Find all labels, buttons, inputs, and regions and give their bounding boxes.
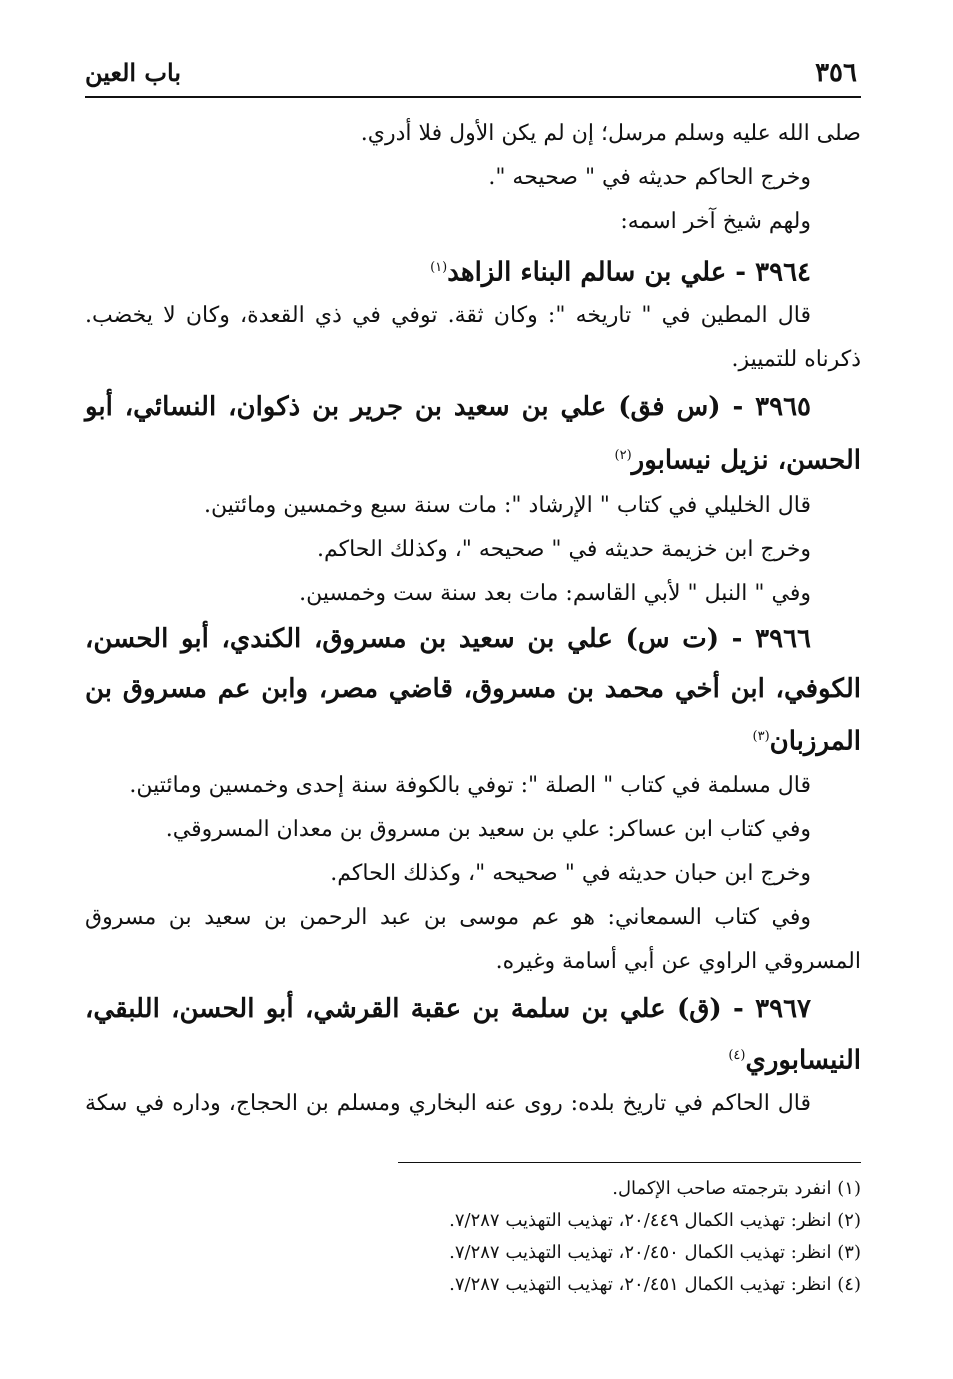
entry-heading (85, 437, 861, 480)
footnote-ref: (٤) (728, 1048, 746, 1063)
text-line: قال مسلمة في كتاب " الصلة ": توفي بالكوفة سنة إحدى وخمسين ومائتين. (129, 773, 811, 798)
page-header (85, 56, 861, 98)
text-line: قال المطين في " تاريخه ": وكان ثقة. توفي في ذي القعدة، وكان لا يخضب. (85, 303, 811, 328)
footnote-ref: (٢) (614, 448, 632, 463)
page-number: ٣٥٦ (815, 58, 857, 88)
text-line: وخرج الحاكم حديثه في " صحيحه ". (488, 165, 811, 190)
text-line: وفي كتاب السمعاني: هو عم موسى بن عبد الرحمن بن سعيد بن مسروق (85, 905, 811, 930)
entry-heading: ٣٩٦٧ - (ق) علي بن سلمة بن عقبة القرشي، أبو الحسن، اللبقي، (85, 994, 811, 1024)
entry-heading: الكوفي، ابن أخي محمد بن مسروق، قاضي مصر، وابن عم مسروق بن (85, 674, 861, 704)
footnote-ref: (١) (430, 260, 448, 275)
footnote: (٤) انظر: تهذيب الكمال ٢٠/٤٥١، تهذيب التهذيب ٧/٢٨٧. (449, 1274, 861, 1295)
entry-heading-text: ٣٩٦٤ - علي بن سالم البناء الزاهد (447, 257, 811, 288)
footnote: (٣) انظر: تهذيب الكمال ٢٠/٤٥٠، تهذيب التهذيب ٧/٢٨٧. (449, 1242, 861, 1263)
text-line: وفي " النبل " لأبي القاسم: مات بعد سنة ست وخمسين. (299, 581, 811, 606)
text-line: ولهم شيخ آخر اسمه: (620, 209, 811, 234)
entry-heading-text: الحسن، نزيل نيسابور (631, 445, 861, 476)
entry-heading (85, 1037, 861, 1080)
text-line: صلى الله عليه وسلم مرسل؛ إن لم يكن الأول فلا أدري. (360, 121, 861, 146)
footnote-ref: (٣) (752, 729, 770, 744)
entry-heading-text: النيسابوري (745, 1045, 861, 1076)
text-line: وفي كتاب ابن عساكر: علي بن سعيد بن مسروق بن معدان المسروقي. (165, 817, 811, 842)
footnote: (٢) انظر: تهذيب الكمال ٢٠/٤٤٩، تهذيب التهذيب ٧/٢٨٧. (449, 1210, 861, 1231)
text-line: وخرج ابن خزيمة حديثه في " صحيحه "، وكذلك الحاكم. (317, 537, 811, 562)
text-line: قال الخليلي في كتاب " الإرشاد ": مات سنة سبع وخمسين ومائتين. (204, 493, 811, 518)
text-line: قال الحاكم في تاريخ بلده: روى عنه البخاري ومسلم بن الحجاج، وداره في سكة (85, 1091, 811, 1116)
footnote-separator (398, 1162, 861, 1163)
entry-heading (85, 718, 861, 761)
chapter-title: باب العين (85, 58, 182, 87)
entry-heading-text: المرزبان (769, 726, 861, 757)
text-line: المسروقي الراوي عن أبي أسامة وغيره. (495, 949, 861, 974)
text-line: ذكرناه للتمييز. (731, 347, 861, 372)
entry-heading: ٣٩٦٦ - (ت س) علي بن سعيد بن مسروق، الكندي، أبو الحسن، (85, 624, 811, 654)
entry-heading: ٣٩٦٥ - (س فق) علي بن سعيد بن جرير بن ذكوان، النسائي، أبو (85, 392, 811, 422)
entry-heading (85, 249, 811, 292)
footnote: (١) انفرد بترجمته صاحب الإكمال. (612, 1178, 861, 1199)
text-line: وخرج ابن حبان حديثه في " صحيحه "، وكذلك الحاكم. (330, 861, 811, 886)
